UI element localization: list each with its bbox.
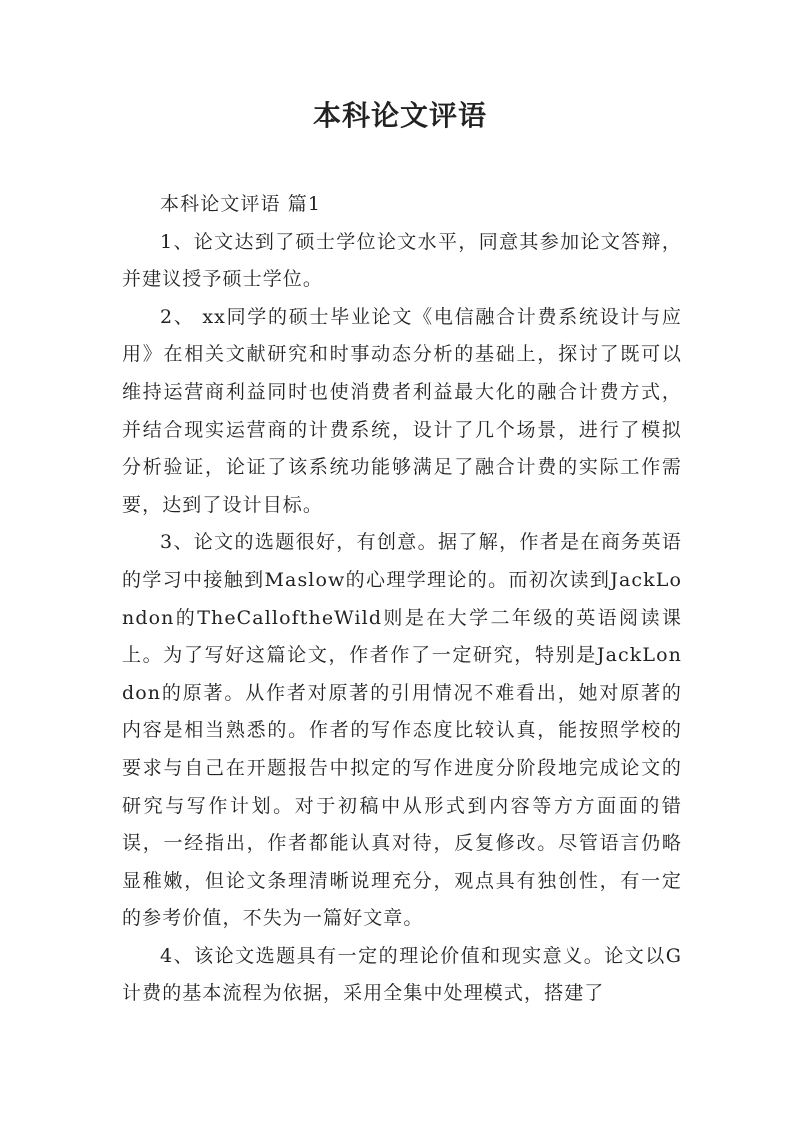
section-heading: 本科论文评语 篇1 (160, 193, 322, 215)
document-title: 本科论文评语 (312, 99, 487, 132)
paragraph-3: 3、论文的选题很好，有创意。据了解，作者是在商务英语的学习中接触到Maslow的心理学理论的。而初次读到JackLondon的TheCalloftheWild则是在大学二年级的英语阅读课上。为了写好这篇论文，作者作了一定研究，特别是JackLondon的原著。从作者对原著的引用情况不难看出，她对原著的内容是相当熟悉的。作者的写作态度比较认真，能按照学校的要求与自己在开题报告中拟定的写作进度分阶段地完成论文的研究与写作计划。对于初稿中从形式到内容等方方面面的错误，一经指出，作者都能认真对待，反复修改。尽管语言仍略显稚嫩，但论文条理清晰说理充分，观点具有独创性，有一定的参考价值，不失为一篇好文章。 (122, 531, 682, 930)
document-body (122, 186, 682, 1013)
paragraph-2: 2、 xx同学的硕士毕业论文《电信融合计费系统设计与应用》在相关文献研究和时事动态分析的基础上，探讨了既可以维持运营商利益同时也使消费者利益最大化的融合计费方式，并结合现实运营商的计费系统，设计了几个场景，进行了模拟分析验证，论证了该系统功能够满足了融合计费的实际工作需要，达到了设计目标。 (122, 305, 682, 516)
paragraph-1: 1、论文达到了硕士学位论文水平，同意其参加论文答辩，并建议授予硕士学位。 (122, 230, 682, 291)
paragraph-4: 4、该论文选题具有一定的理论价值和现实意义。论文以G计费的基本流程为依据，采用全集中处理模式，搭建了 (122, 944, 682, 1005)
